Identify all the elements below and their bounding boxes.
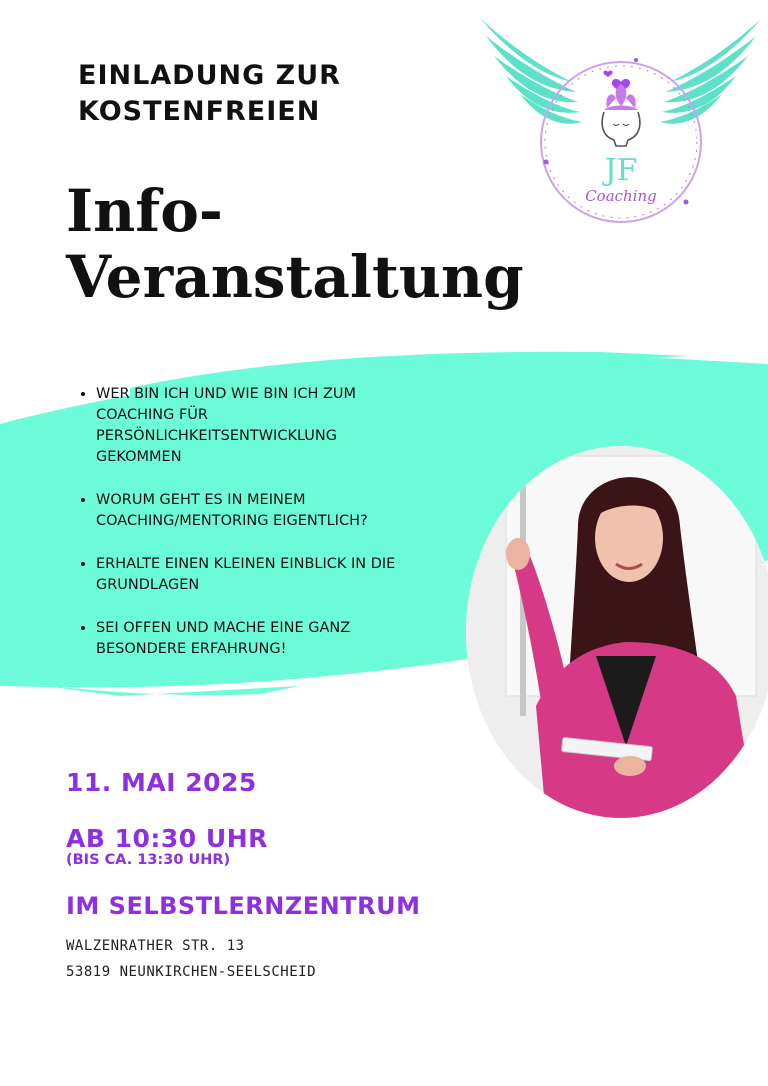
- kicker-line-1: EINLADUNG ZUR: [78, 60, 341, 91]
- address-city: 53819 NEUNKIRCHEN-SEELSCHEID: [66, 964, 317, 980]
- invitation-kicker: [78, 58, 478, 130]
- lotus-icon: [604, 84, 638, 110]
- topic-list: [72, 384, 426, 682]
- event-time-note: (BIS CA. 13:30 UHR): [66, 852, 231, 868]
- left-wing-icon: [480, 18, 582, 124]
- address-street: WALZENRATHER STR. 13: [66, 938, 245, 954]
- event-date: 11. MAI 2025: [66, 768, 257, 797]
- list-item: • ERHALTE EINEN KLEINEN EINBLICK IN DIE GRUNDLAGEN: [96, 554, 426, 596]
- event-venue: IM SELBSTLERNZENTRUM: [66, 892, 421, 920]
- list-item: • WORUM GEHT ES IN MEINEM COACHING/MENTORING EIGENTLICH?: [96, 490, 426, 532]
- coach-photo: [466, 446, 768, 818]
- logo-subtitle: Coaching: [585, 187, 657, 205]
- title-line-2: Veranstaltung: [66, 243, 524, 311]
- title-line-1: Info-: [66, 177, 224, 245]
- list-item: • SEI OFFEN UND MACHE EINE GANZ BESONDERE ERFAHRUNG!: [96, 618, 426, 660]
- head-outline-icon: [602, 112, 640, 146]
- right-wing-icon: [660, 18, 762, 124]
- kicker-line-2: KOSTENFREIEN: [78, 96, 321, 127]
- coach-portrait-illustration: [466, 446, 768, 818]
- event-time: AB 10:30 UHR: [66, 824, 268, 853]
- jf-coaching-logo: [476, 12, 766, 226]
- logo-initials: JF: [604, 153, 638, 188]
- list-item: • WER BIN ICH UND WIE BIN ICH ZUM COACHING FÜR PERSÖNLICHKEITSENTWICKLUNG GEKOMMEN: [96, 384, 426, 468]
